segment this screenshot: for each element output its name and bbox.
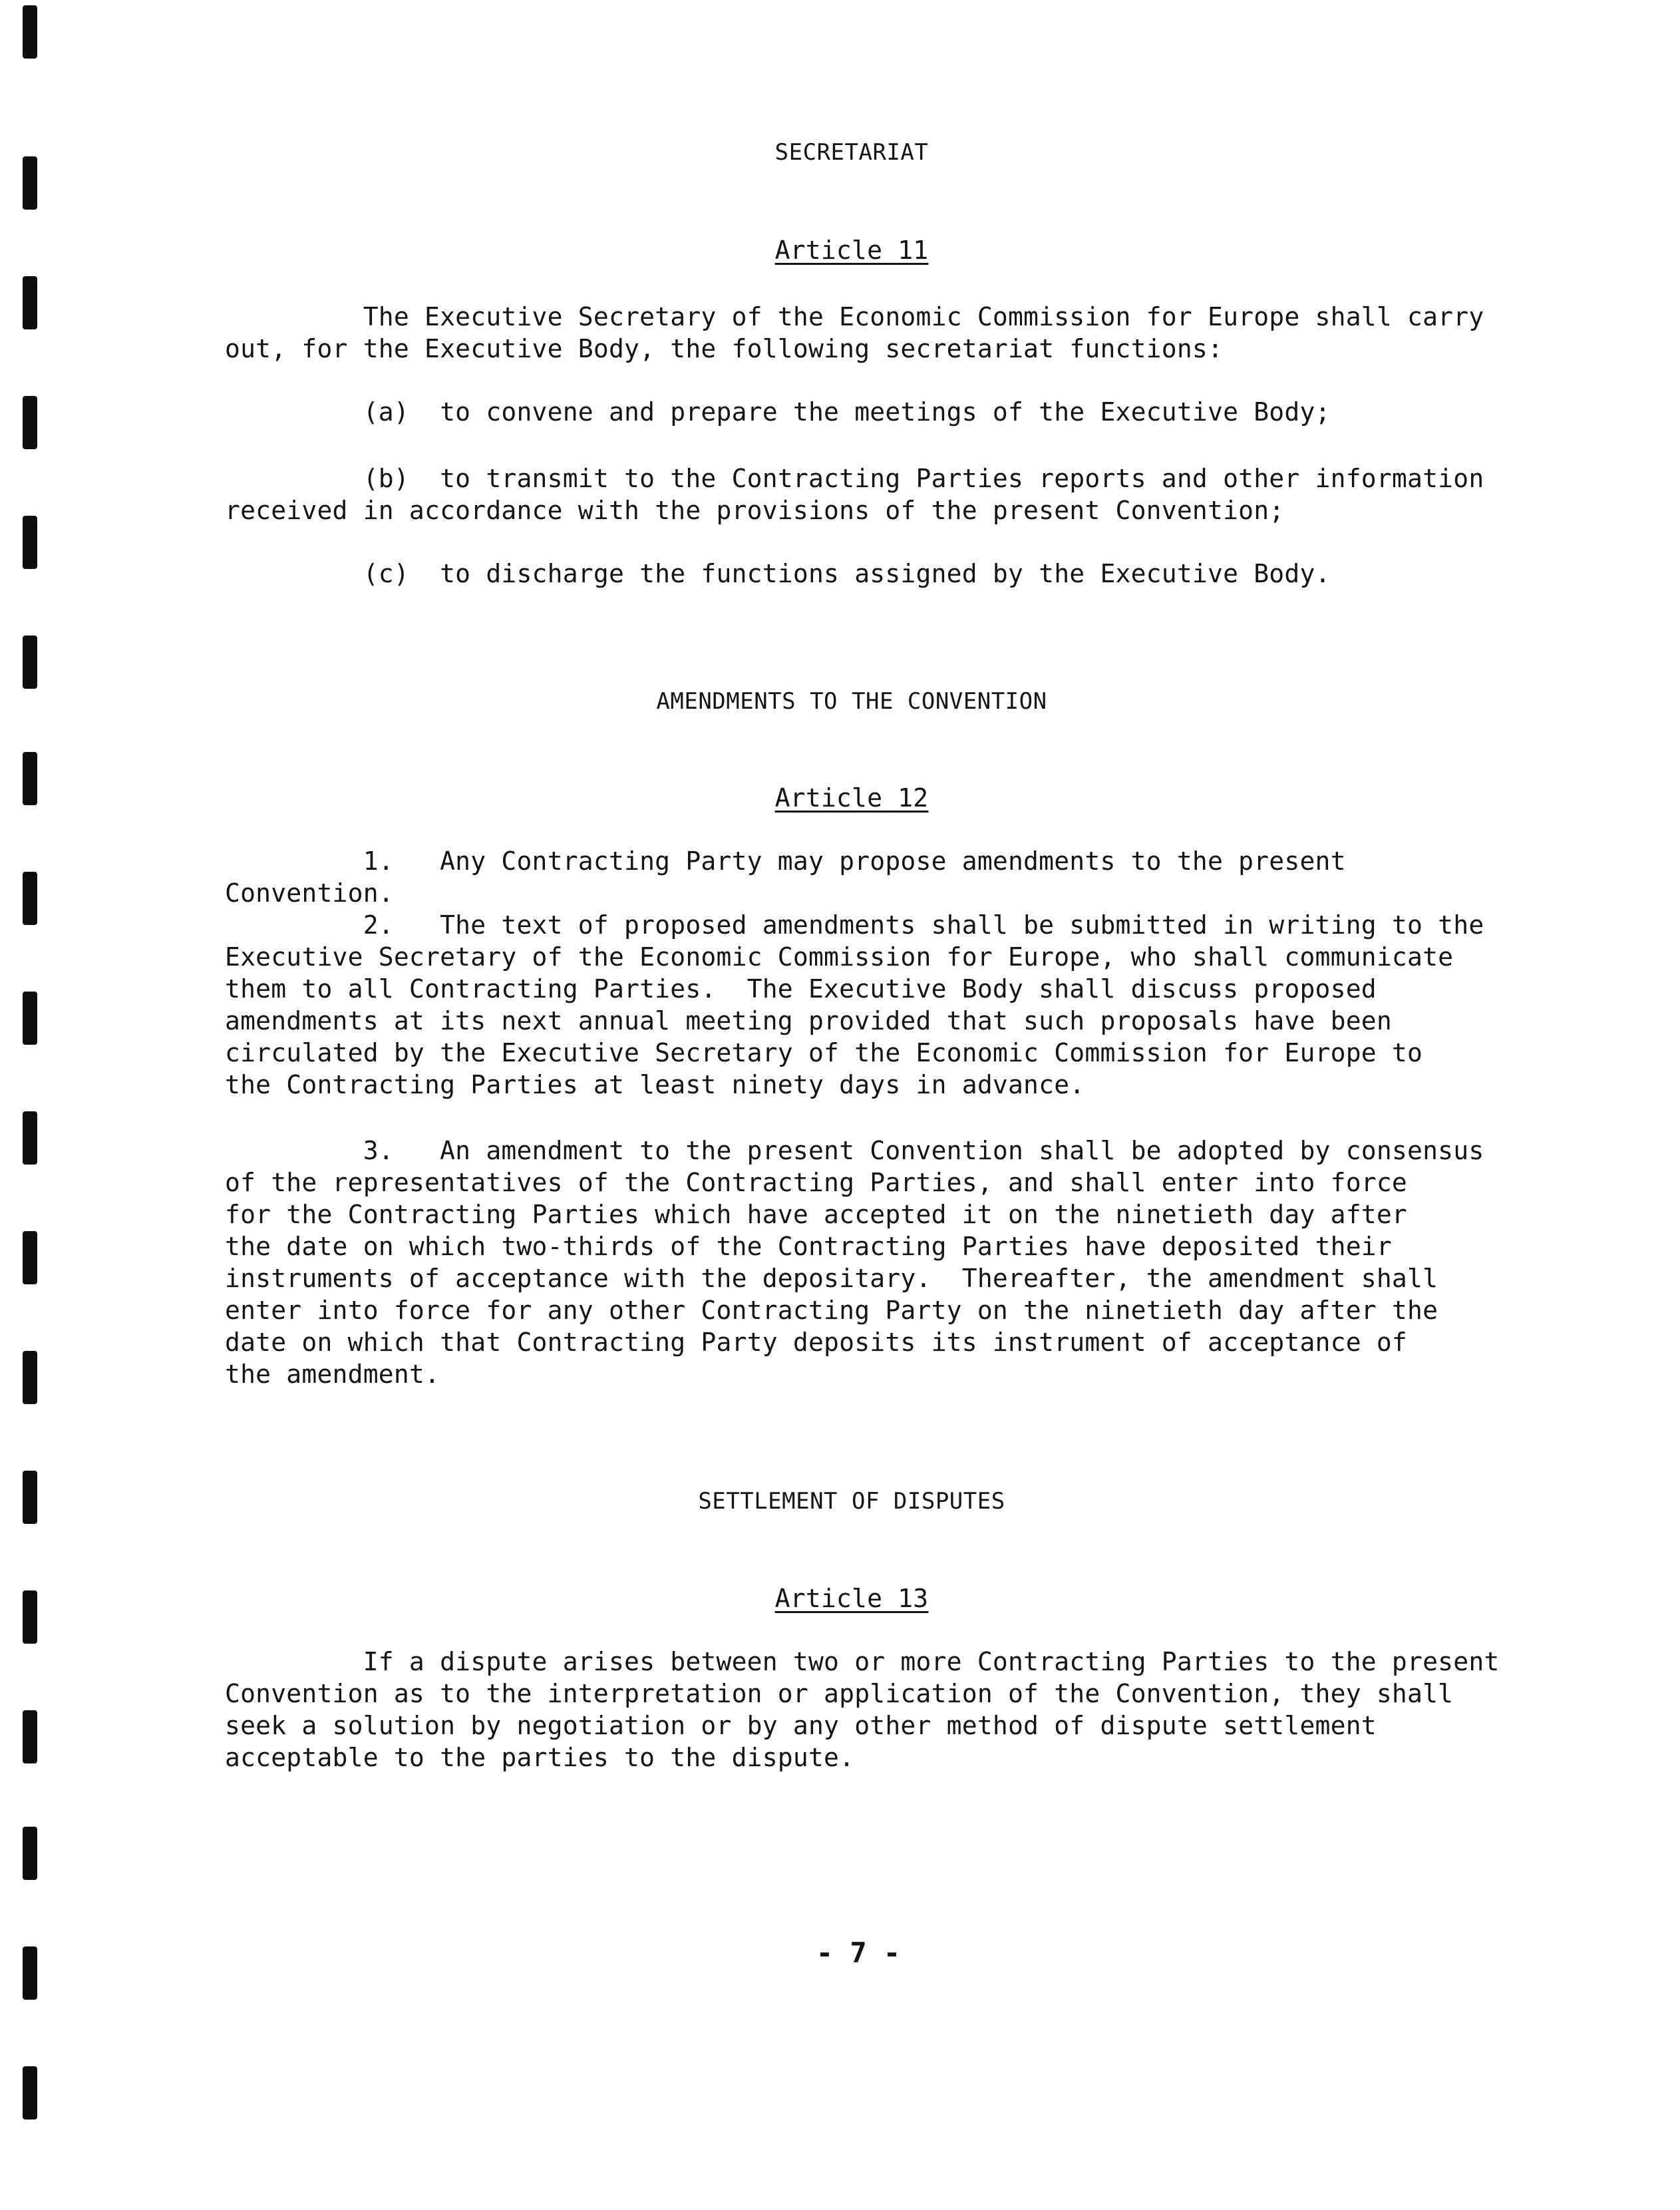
article-11-item-a: (a) to convene and prepare the meetings of the Executive Body; — [225, 397, 1331, 427]
binding-hole-mark — [23, 872, 37, 925]
article-title — [0, 1582, 1680, 1614]
article-12-para-1: 1. Any Contracting Party may propose amendments to the present Convention. — [225, 846, 1361, 908]
article-13-title: Article 13 — [774, 1584, 929, 1613]
binding-hole-mark — [23, 2066, 37, 2119]
binding-hole-mark — [23, 5, 37, 59]
binding-hole-mark — [23, 1827, 37, 1880]
page-number: - 7 - — [816, 1936, 901, 1969]
article-11-title: Article 11 — [774, 236, 929, 265]
article-11-item-b: (b) to transmit to the Contracting Parties reports and other information received in accordance with the provisions of the present Convention; — [225, 464, 1484, 525]
binding-hole-mark — [23, 276, 37, 329]
article-12-para-3: 3. An amendment to the present Convention shall be adopted by consensus of the representatives of the Contracting Parties, and shall enter into force for the Contracting Parties which have accepted it on the ninetieth day after the date on which two-thirds of the Contracting Parties have deposited their instruments of acceptance with the depositary. Thereafter, the amendment shall enter into force for any other Contracting Party on the ninetieth day after the date on which that Contracting Party deposits its instrument of acceptance of the amendment. — [225, 1136, 1484, 1389]
section-heading-secretariat: SECRETARIAT — [774, 139, 929, 166]
article-12-para-2: 2. The text of proposed amendments shall be submitted in writing to the Executive Secretary of the Economic Commission for Europe, who shall communicate them to all Contracting Parties. The Executive Body shall discuss proposed amendments at its next annual meeting provided that such proposals have been circulated by the Executive Secretary of the Economic Commission for Europe to the Contracting Parties at least ninety days in advance. — [225, 910, 1484, 1099]
article-title — [0, 782, 1680, 814]
binding-hole-mark — [23, 1231, 37, 1284]
article-12-title: Article 12 — [774, 783, 929, 813]
binding-hole-mark — [23, 1710, 37, 1763]
binding-hole-mark — [23, 516, 37, 569]
article-11-item-c: (c) to discharge the functions assigned by the Executive Body. — [225, 559, 1331, 588]
section-heading-disputes: SETTLEMENT OF DISPUTES — [698, 1488, 1005, 1515]
binding-hole-mark — [23, 992, 37, 1045]
binding-hole-mark — [23, 636, 37, 689]
article-title — [0, 234, 1680, 266]
binding-hole-mark — [23, 1351, 37, 1404]
binding-hole-mark — [23, 396, 37, 449]
article-13-para: If a dispute arises between two or more Contracting Parties to the present Convention as to the interpretation or application of the Convention, they shall seek a solution by negotiation or by any other method of dispute settlement acceptable to the parties to the dispute. — [225, 1647, 1500, 1772]
article-11-intro: The Executive Secretary of the Economic Commission for Europe shall carry out, for the Executive Body, the following secretariat functions: — [225, 302, 1484, 363]
section-heading-amendments: AMENDMENTS TO THE CONVENTION — [656, 688, 1047, 715]
binding-hole-mark — [23, 1111, 37, 1165]
